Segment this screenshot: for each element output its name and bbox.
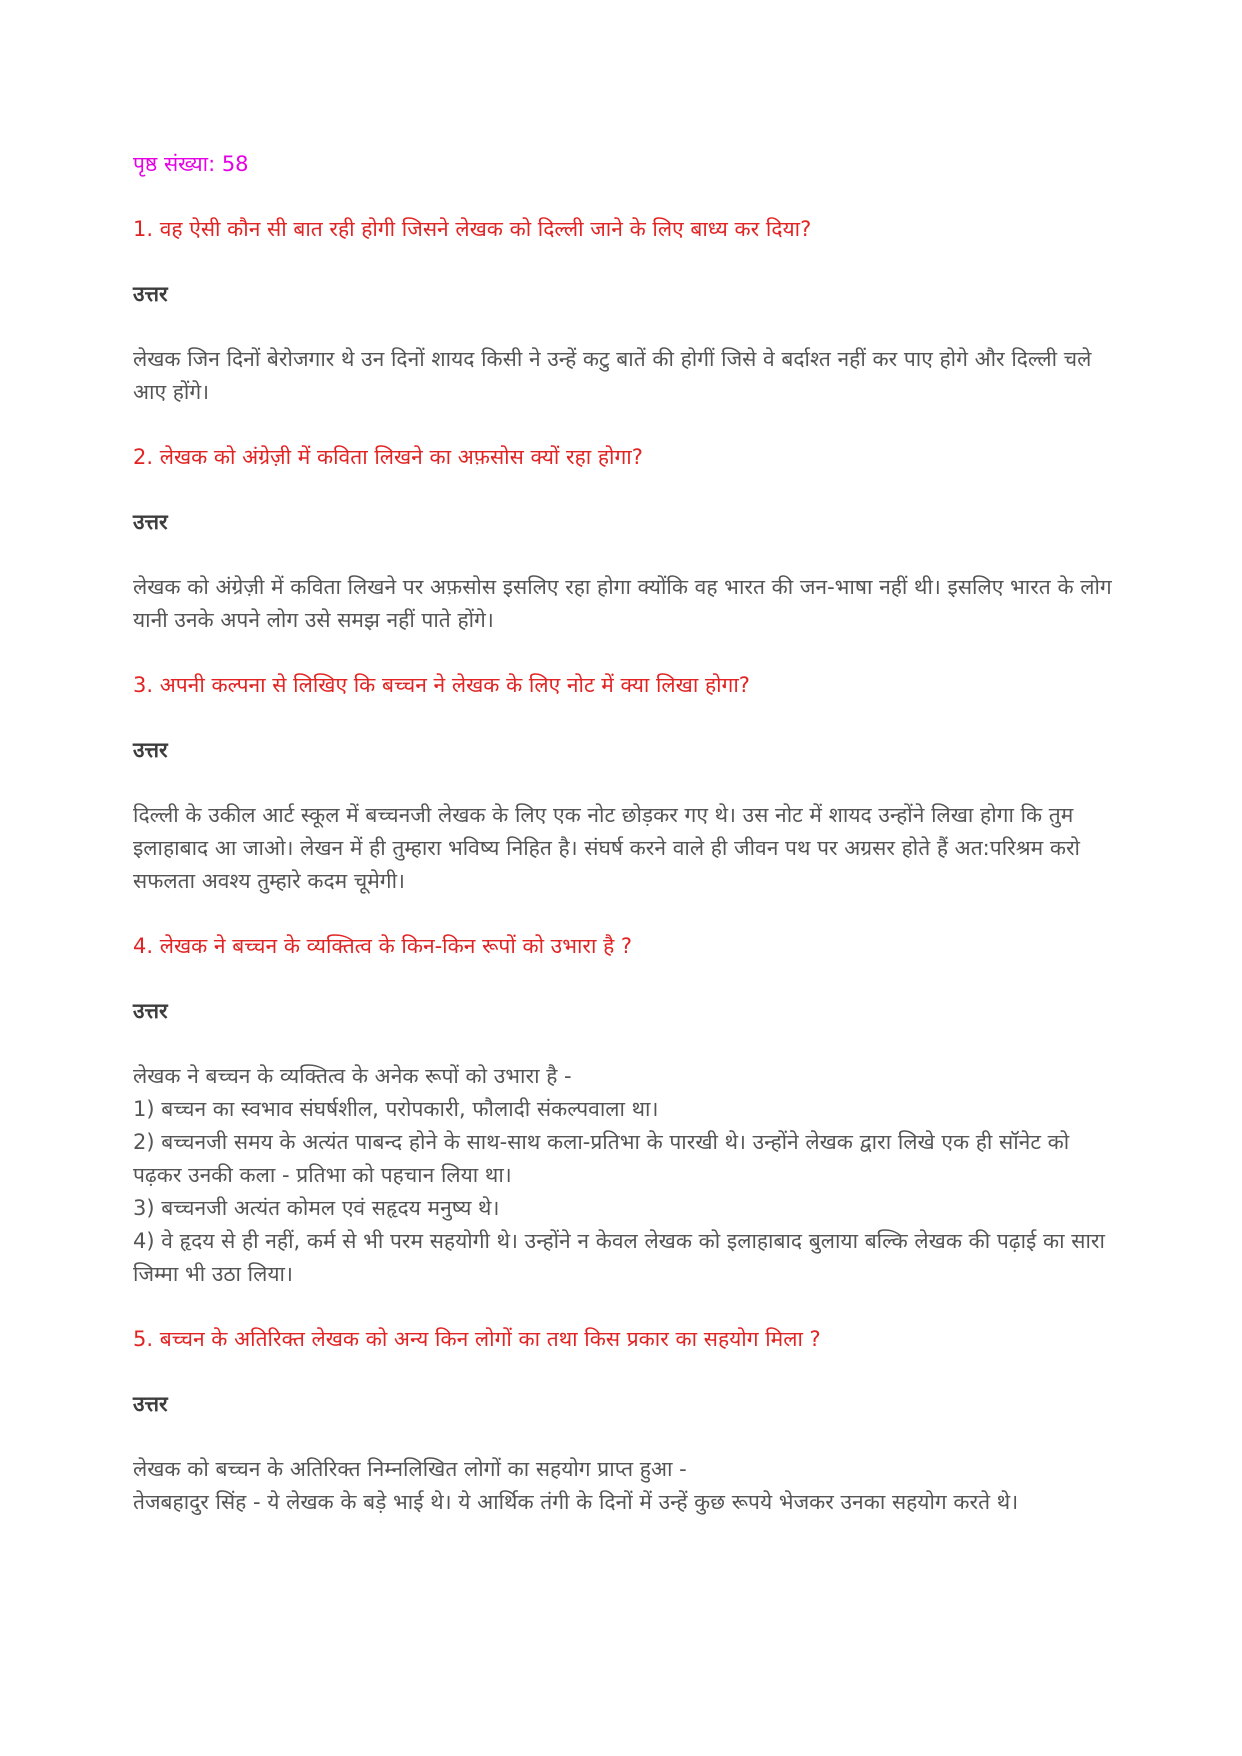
answer-line: 4) वे हृदय से ही नहीं, कर्म से भी परम सहयोगी थे। उन्होंने न केवल लेखक को इलाहाबाद बुलाया बल्कि लेखक की पढ़ाई का सारा जिम्मा भी उठा लिया।: [133, 1229, 1105, 1286]
answer-line: 2) बच्चनजी समय के अत्यंत पाबन्द होने के साथ-साथ कला-प्रतिभा के पारखी थे। उन्होंने लेखक द्वारा लिखे एक ही सॉनेट को पढ़कर उनकी कला - प्रतिभा को पहचान लिया था।: [133, 1130, 1070, 1187]
question-text: 5. बच्चन के अतिरिक्त लेखक को अन्य किन लोगों का तथा किस प्रकार का सहयोग मिला ?: [133, 1327, 821, 1351]
answer-text: [133, 1453, 1112, 1519]
qa-block-2: [133, 441, 1112, 637]
answer-text: [133, 799, 1112, 898]
answer-label: उत्तर: [133, 282, 168, 306]
qa-block-4: [133, 930, 1112, 1291]
qa-block-1: [133, 213, 1112, 409]
answer-text: [133, 571, 1112, 637]
question-text: 2. लेखक को अंग्रेज़ी में कविता लिखने का अफ़सोस क्यों रहा होगा?: [133, 445, 643, 469]
question-text: 3. अपनी कल्पना से लिखिए कि बच्चन ने लेखक के लिए नोट में क्या लिखा होगा?: [133, 673, 750, 697]
answer-line: लेखक ने बच्चन के व्यक्तित्व के अनेक रूपों को उभारा है -: [133, 1064, 572, 1088]
page-number-heading: पृष्ठ संख्या: 58: [133, 152, 249, 176]
answer-label: उत्तर: [133, 999, 168, 1023]
answer-line: तेजबहादुर सिंह - ये लेखक के बड़े भाई थे। ये आर्थिक तंगी के दिनों में उन्हें कुछ रूपये भेजकर उनका सहयोग करते थे।: [133, 1490, 1019, 1514]
question-text: 4. लेखक ने बच्चन के व्यक्तित्व के किन-किन रूपों को उभारा है ?: [133, 934, 633, 958]
answer-label: उत्तर: [133, 1392, 168, 1416]
qa-block-5: [133, 1323, 1112, 1519]
answer-line: लेखक जिन दिनों बेरोजगार थे उन दिनों शायद किसी ने उन्हें कटु बातें की होगीं जिसे वे बर्दाश्त नहीं कर पाए होगे और दिल्ली चले आए होंगे।: [133, 347, 1092, 404]
answer-label: उत्तर: [133, 510, 168, 534]
answer-text: [133, 1060, 1112, 1291]
answer-line: 1) बच्चन का स्वभाव संघर्षशील, परोपकारी, फौलादी संकल्पवाला था।: [133, 1097, 659, 1121]
answer-line: 3) बच्चनजी अत्यंत कोमल एवं सहृदय मनुष्य थे।: [133, 1196, 500, 1220]
answer-line: लेखक को बच्चन के अतिरिक्त निम्नलिखित लोगों का सहयोग प्राप्त हुआ -: [133, 1457, 687, 1481]
answer-label: उत्तर: [133, 738, 168, 762]
qa-block-3: [133, 669, 1112, 898]
answer-text: [133, 343, 1112, 409]
answer-line: लेखक को अंग्रेज़ी में कविता लिखने पर अफ़सोस इसलिए रहा होगा क्योंकि वह भारत की जन-भाषा नहीं थी। इसलिए भारत के लोग यानी उनके अपने लोग उसे समझ नहीं पाते होंगे।: [133, 575, 1112, 632]
question-text: 1. वह ऐसी कौन सी बात रही होगी जिसने लेखक को दिल्ली जाने के लिए बाध्य कर दिया?: [133, 217, 812, 241]
answer-line: दिल्ली के उकील आर्ट स्कूल में बच्चनजी लेखक के लिए एक नोट छोड़कर गए थे। उस नोट में शायद उन्होंने लिखा होगा कि तुम इलाहाबाद आ जाओ। लेखन में ही तुम्हारा भविष्य निहित है। संघर्ष करने वाले ही जीवन पथ पर अग्रसर होते हैं अत:परिश्रम करो सफलता अवश्य तुम्हारे कदम चूमेगी।: [133, 803, 1080, 893]
